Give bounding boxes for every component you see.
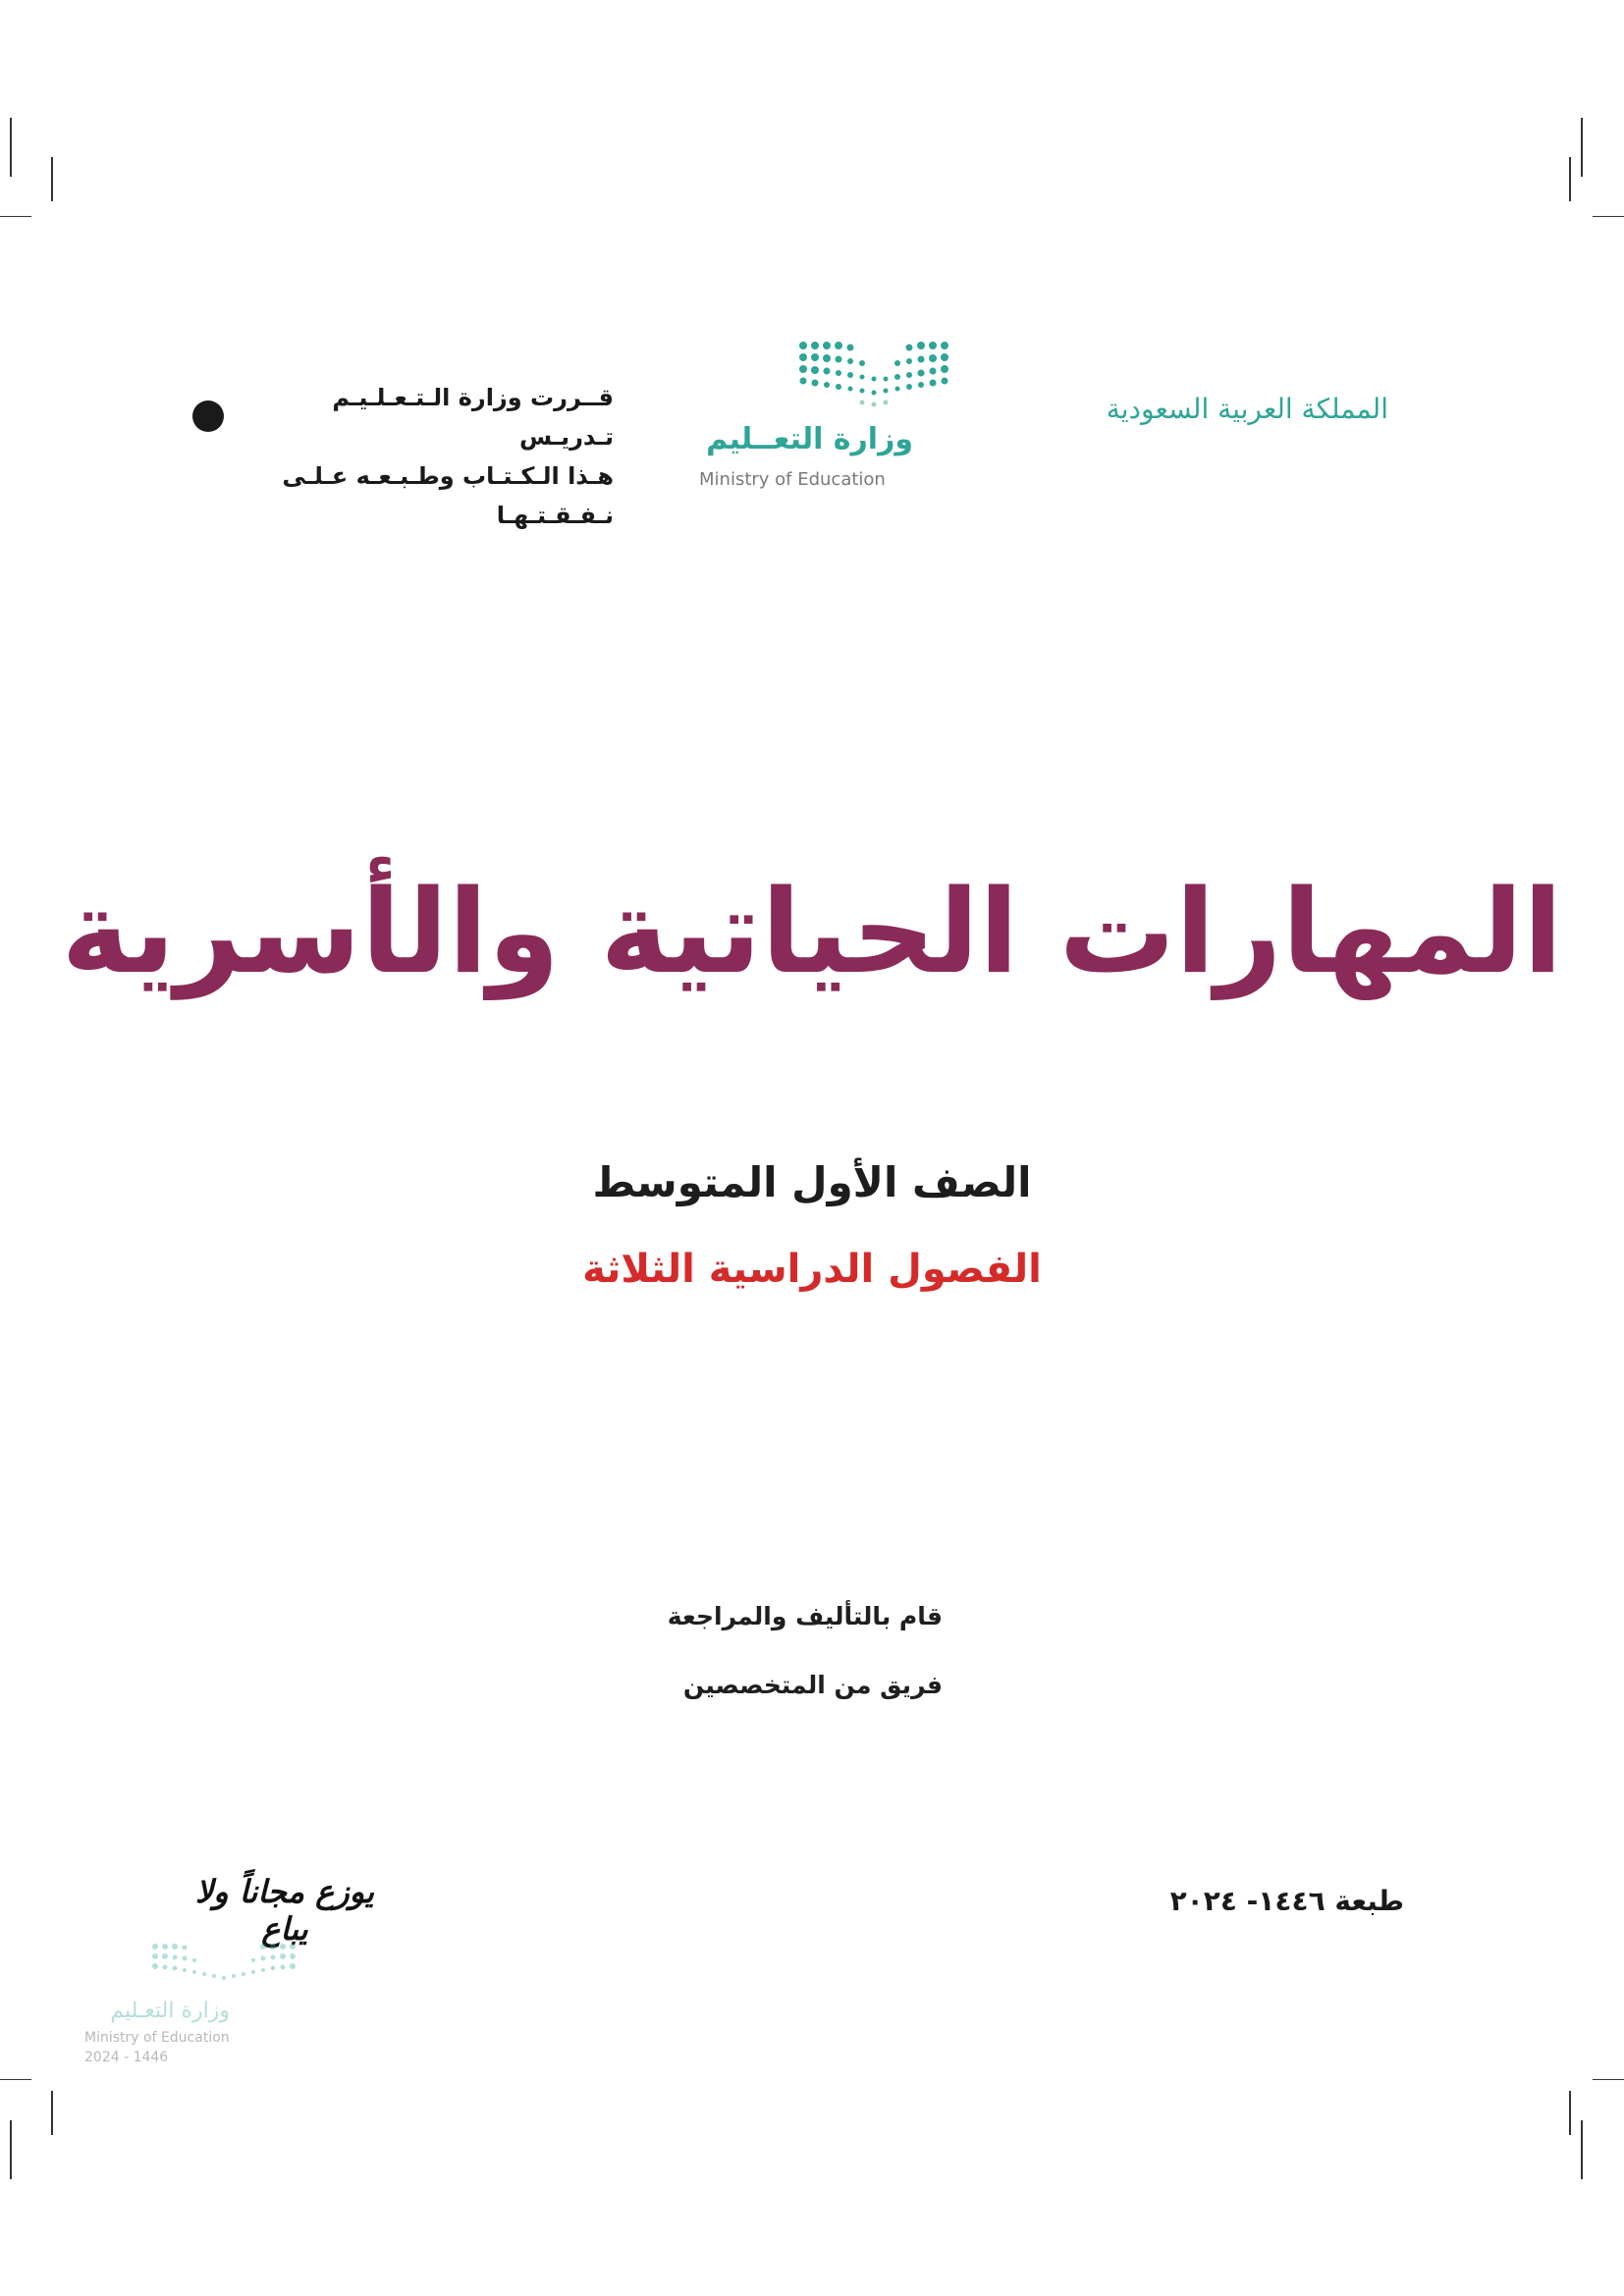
crop-mark [51,157,53,201]
crop-mark [10,118,12,177]
bullet-dot-icon [192,400,224,432]
authors-block [589,1582,943,1720]
crop-mark [1593,216,1624,217]
crop-mark [51,2091,53,2135]
crop-mark [10,2120,12,2179]
watermark-logo-icon [147,1939,304,2007]
terms-subtitle: الفصول الدراسية الثلاثة [582,1247,1042,1292]
crop-mark [1581,2120,1583,2179]
watermark-year: 2024 - 1446 [84,2050,169,2065]
ministry-name-english: Ministry of Education [699,469,886,490]
free-distribution-note: يوزع مجاناً ولا يباع [194,1873,375,1948]
grade-level: الصف الأول المتوسط [592,1158,1032,1206]
edition-year: طبعة ١٤٤٦- ٢٠٢٤ [1169,1885,1404,1917]
authors-line-2: فريق من المتخصصين [682,1671,943,1699]
crop-mark [0,216,31,217]
decree-text [236,378,614,535]
kingdom-name: المملكة العربية السعودية [1106,393,1388,425]
crop-mark [1593,2079,1624,2080]
decree-line-2: هـذا الـكـتـاب وطـبـعـه عـلـى نـفـقـتـهـا [282,462,614,529]
crop-mark [0,2079,31,2080]
ministry-name-arabic: وزارة التعــليم [706,422,913,456]
crop-mark [1569,2091,1571,2135]
watermark-ministry-arabic: وزارة التعـليم [110,1999,230,2023]
watermark-ministry-english: Ministry of Education [84,2030,230,2046]
crop-mark [1569,157,1571,201]
crop-mark [1581,118,1583,177]
book-title: المهارات الحياتية والأسرية [61,864,1563,999]
authors-line-1: قام بالتأليف والمراجعة [667,1602,943,1630]
decree-line-1: قــررت وزارة الـتـعـلـيـم تـدريـس [332,384,614,451]
